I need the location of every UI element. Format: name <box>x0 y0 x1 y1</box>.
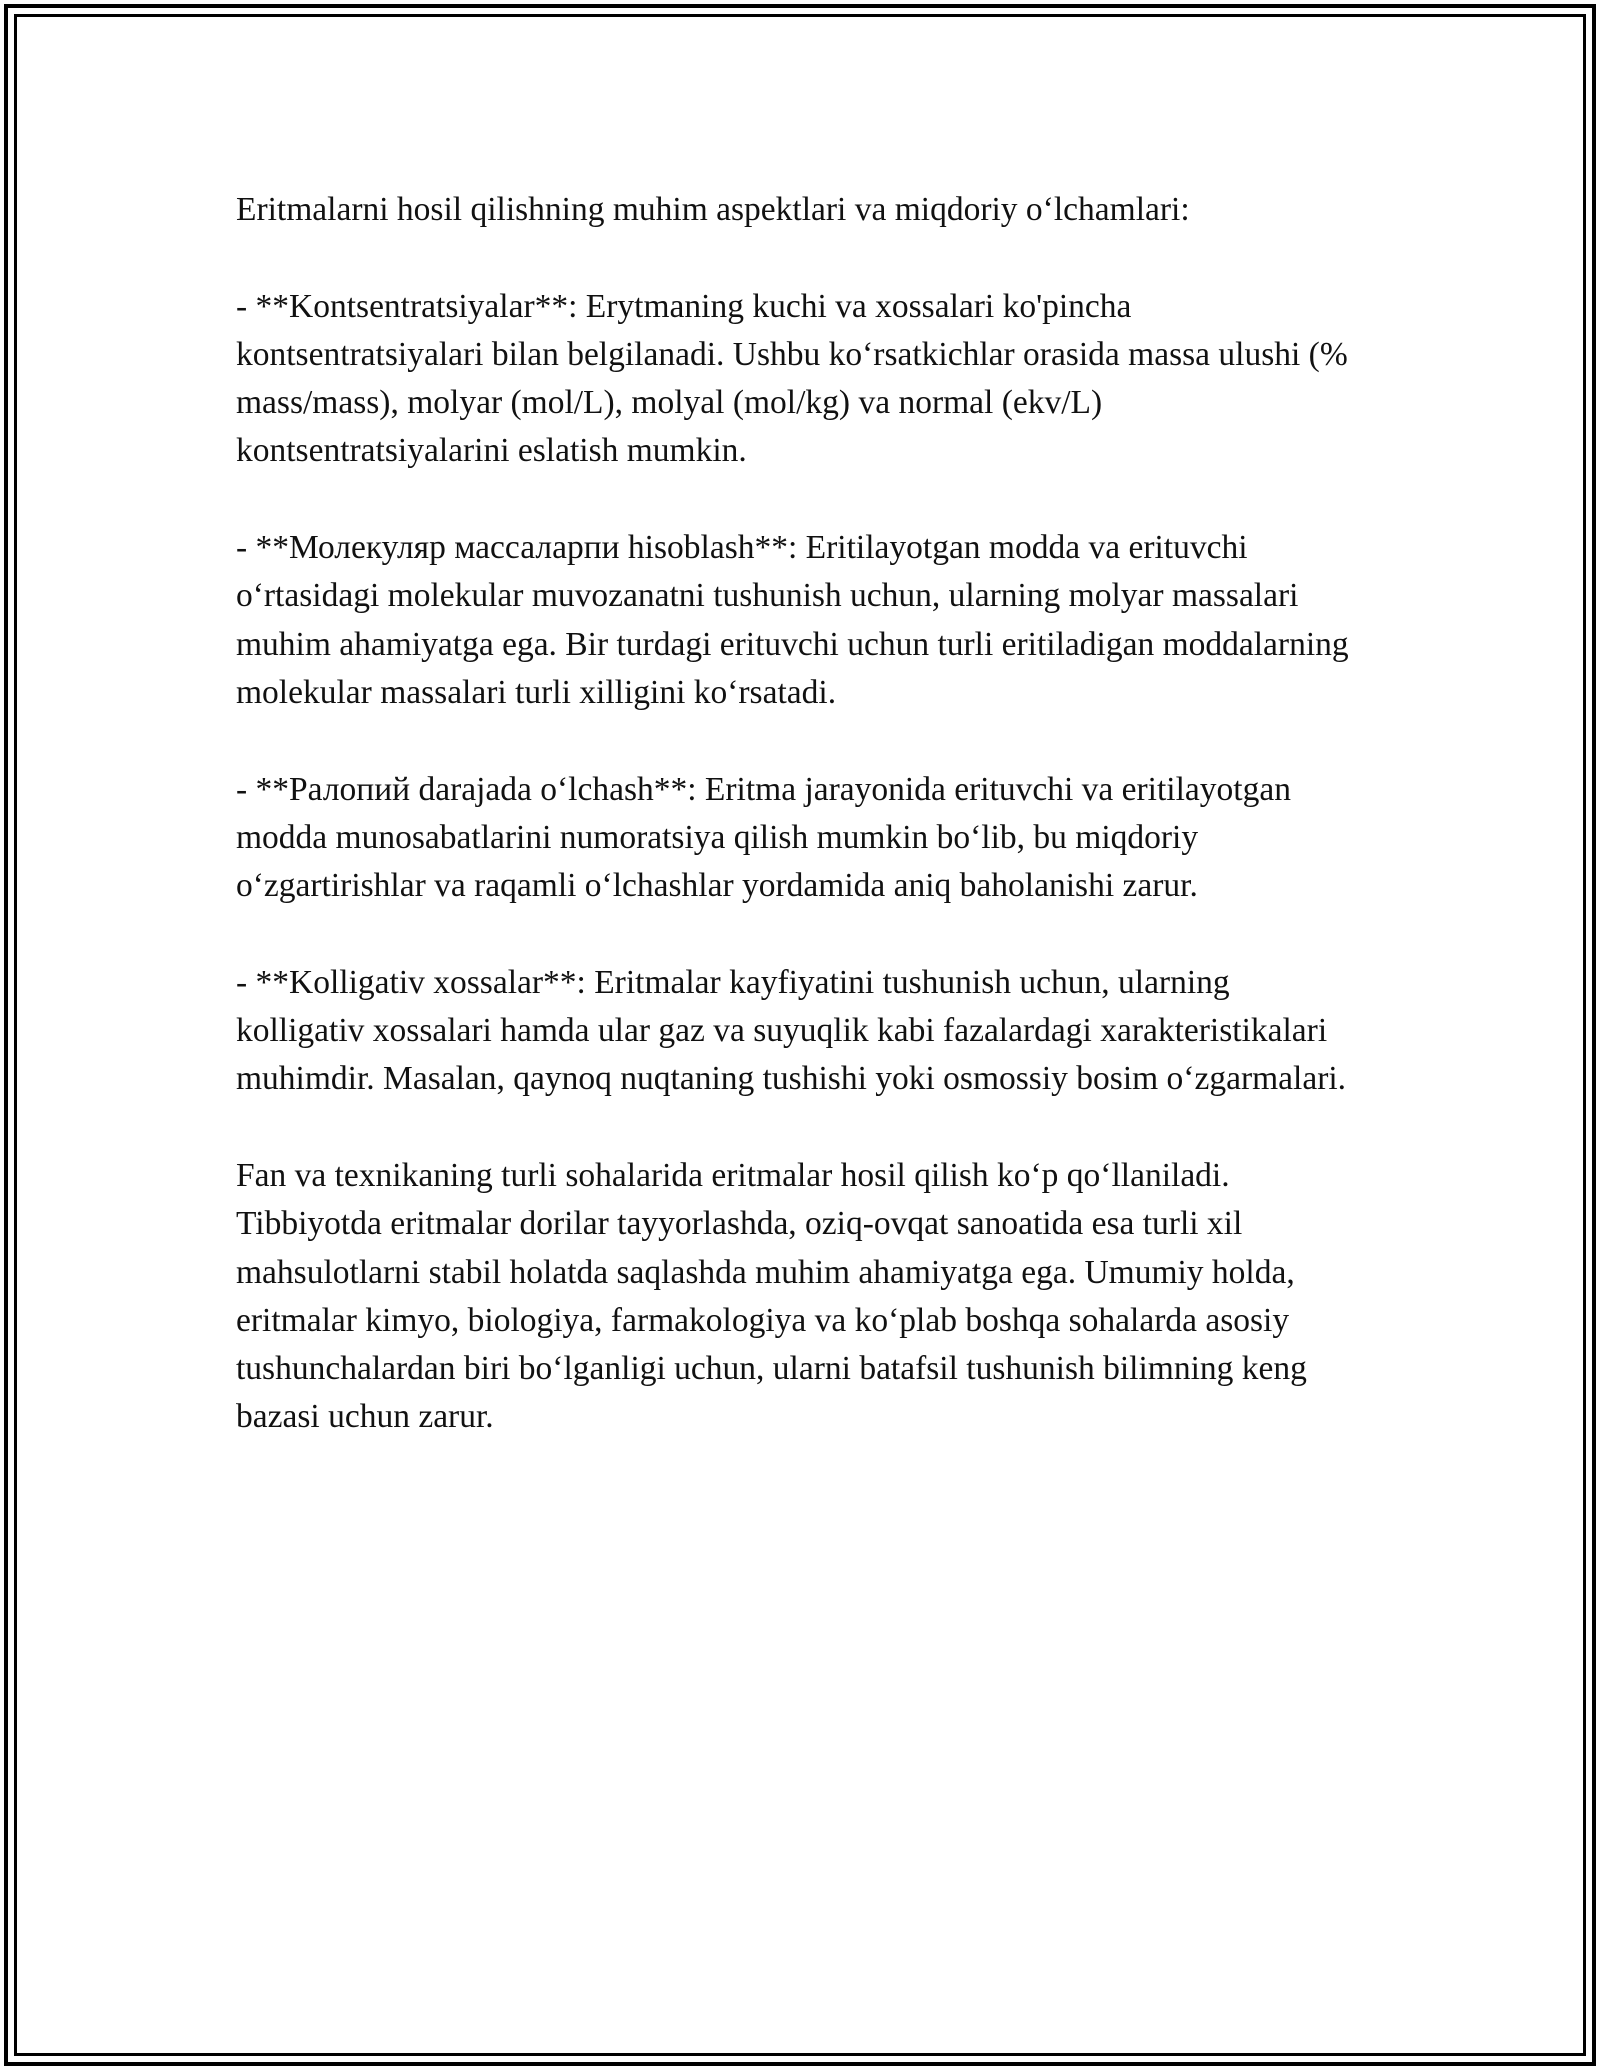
conclusion-paragraph: Fan va texnikaning turli sohalarida eritmalar hosil qilish ko‘p qo‘llaniladi. Tibbiyotda eritmalar dorilar tayyorlashda, oziq-ovqat sanoatida esa turli xil mahsulotlarni stabil holatda saqlashda muhim ahamiyatga ega. Umumiy holda, eritmalar kimyo, biologiya, farmakologiya va ko‘plab boshqa sohalarda asosiy tushunchalardan biri bo‘lganligi uchun, ularni batafsil tushunish bilimning keng bazasi uchun zarur. <box>236 1156 1307 1436</box>
list-item-molecular-mass: - **Молекуляр массаларпи hisoblash**: Eritilayotgan modda va erituvchi o‘rtasidagi molekular muvozanatni tushunish uchun, ularning molyar massalari muhim ahamiyatga ega. Bir turdagi erituvchi uchun turli eritiladigan moddalarning molekular massalari turli xilligini ko‘rsatadi. <box>236 529 1349 711</box>
intro-paragraph: Eritmalarni hosil qilishning muhim aspektlari va miqdoriy o‘lchamlari: <box>236 191 1190 228</box>
list-item-measurement: - **Ралопий darajada o‘lchash**: Eritma jarayonida erituvchi va eritilayotgan modda munosabatlarini numoratsiya qilish mumkin bo‘lib, bu miqdoriy o‘zgartirishlar va raqamli o‘lchashlar yordamida aniq baholanishi zarur. <box>236 770 1291 905</box>
list-item-concentrations: - **Kontsentratsiyalar**: Erytmaning kuchi va xossalari ko'pincha kontsentratsiyalari bilan belgilanadi. Ushbu ko‘rsatkichlar orasida massa ulushi (% mass/mass), molyar (mol/L), molyal (mol/kg) va normal (ekv/L) kontsentratsiyalarini eslatish mumkin. <box>236 287 1348 470</box>
list-item-colligative: - **Kolligativ xossalar**: Eritmalar kayfiyatini tushunish uchun, ularning kolligativ xossalari hamda ular gaz va suyuqlik kabi fazalardagi xarakteristikalari muhimdir. Masalan, qaynoq nuqtaning tushishi yoki osmossiy bosim o‘zgarmalari. <box>236 963 1347 1098</box>
document-body <box>236 186 1366 1442</box>
